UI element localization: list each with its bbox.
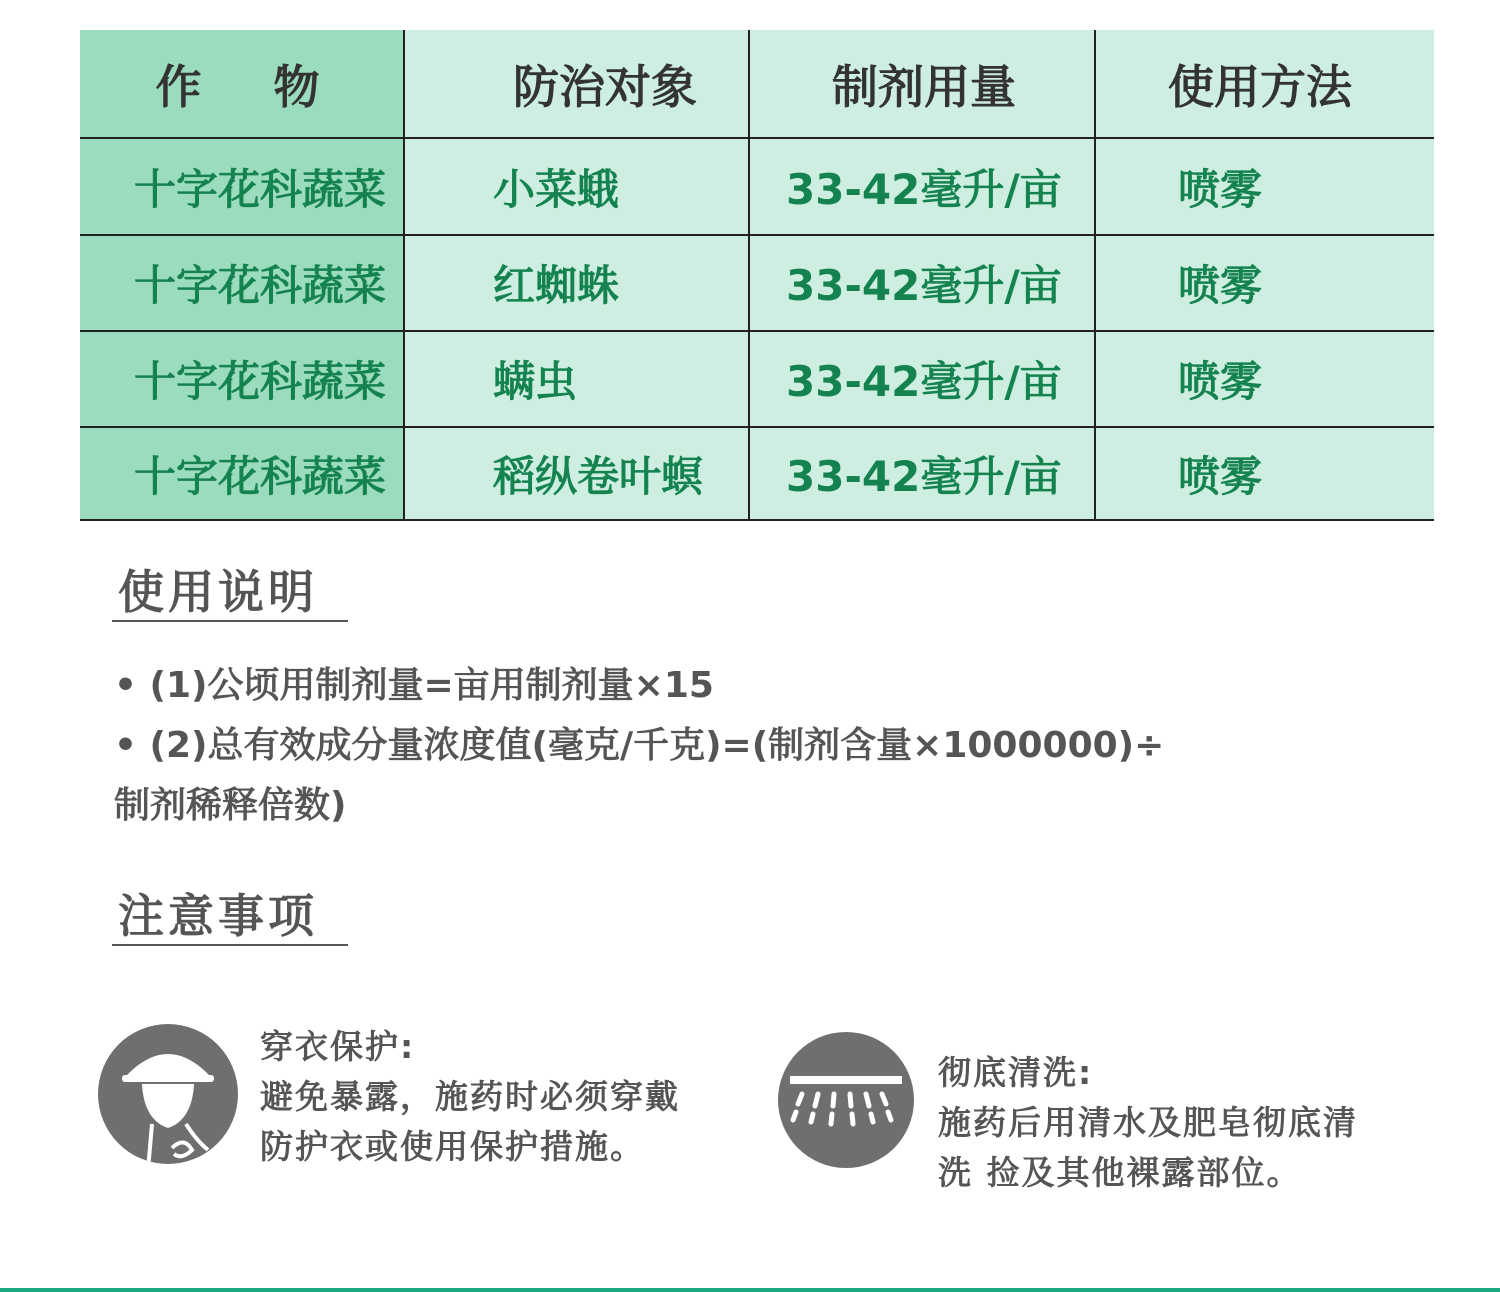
usage-line: • (1)公顷用制剂量=亩用制剂量×15 — [114, 665, 714, 706]
cell-target: 螨虫 — [404, 331, 749, 427]
cell-method: 喷雾 — [1095, 427, 1434, 520]
wash-line: 施药后用清水及肥皂彻底清 — [938, 1103, 1358, 1142]
cell-method: 喷雾 — [1095, 331, 1434, 427]
notes-heading — [112, 880, 348, 946]
usage-heading — [112, 556, 348, 622]
cell-target: 小菜蛾 — [404, 138, 749, 235]
cell-crop: 十字花科蔬菜 — [80, 138, 404, 235]
header-crop: 作 物 — [80, 30, 404, 138]
dosage-table — [80, 30, 1434, 521]
usage-line: • (2)总有效成分量浓度值(毫克/千克)=(制剂含量×1000000)÷ — [114, 725, 1165, 766]
cell-dose: 33-42毫升/亩 — [749, 235, 1095, 331]
table-row — [80, 235, 1434, 331]
usage-line: 制剂稀释倍数) — [114, 785, 347, 826]
usage-notes — [114, 656, 1314, 836]
protect-title: 穿衣保护: — [260, 1027, 416, 1066]
protect-line: 避免暴露，施药时必须穿戴 — [260, 1077, 680, 1116]
cell-target: 红蜘蛛 — [404, 235, 749, 331]
cell-crop: 十字花科蔬菜 — [80, 235, 404, 331]
cell-method: 喷雾 — [1095, 138, 1434, 235]
header-dose: 制剂用量 — [749, 30, 1095, 138]
cell-crop: 十字花科蔬菜 — [80, 331, 404, 427]
header-method: 使用方法 — [1095, 30, 1434, 138]
protect-text — [260, 1022, 680, 1172]
table-row — [80, 427, 1434, 520]
table-row — [80, 331, 1434, 427]
wash-text — [938, 1048, 1358, 1198]
worker-helmet-icon — [96, 1020, 240, 1168]
header-target: 防治对象 — [404, 30, 749, 138]
table-row — [80, 138, 1434, 235]
notes-heading-text: 注意事项 — [118, 889, 318, 943]
protect-line: 防护衣或使用保护措施。 — [260, 1127, 645, 1166]
table-header-row — [80, 30, 1434, 138]
cell-dose: 33-42毫升/亩 — [749, 427, 1095, 520]
usage-heading-text: 使用说明 — [118, 565, 318, 619]
shower-icon — [776, 1030, 916, 1170]
cell-dose: 33-42毫升/亩 — [749, 331, 1095, 427]
bottom-divider — [0, 1288, 1500, 1292]
cell-crop: 十字花科蔬菜 — [80, 427, 404, 520]
wash-line: 洗 捡及其他裸露部位。 — [938, 1153, 1302, 1192]
cell-target: 稻纵卷叶螟 — [404, 427, 749, 520]
cell-method: 喷雾 — [1095, 235, 1434, 331]
cell-dose: 33-42毫升/亩 — [749, 138, 1095, 235]
wash-title: 彻底清洗: — [938, 1053, 1094, 1092]
